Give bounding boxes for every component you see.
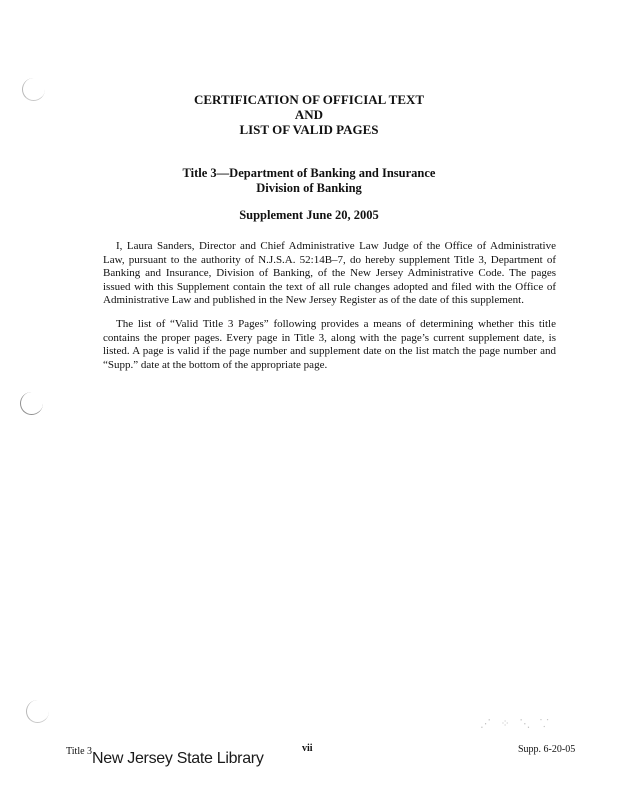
certification-title: [0, 92, 618, 137]
paragraph-1: I, Laura Sanders, Director and Chief Administrative Law Judge of the Office of Administrative Law, pursuant to the authority of N.J.S.A. 52:14B–7, do hereby supplement Title 3, Department of Banking and Insurance, Division of Banking, of the New Jersey Administrative Code. The pages issued with this Supplement contain the text of all rule changes adopted and filed with the Office of Administrative Law and published in the New Jersey Register as of the date of this supplement.: [103, 240, 556, 307]
page-number: vii: [302, 743, 313, 754]
subtitle-line-2: Division of Banking: [256, 181, 362, 195]
certification-paragraph: [103, 240, 556, 308]
scan-smudge: ⋰ ⁘ ⋱ ⸪: [480, 717, 552, 730]
subtitle-line-1: Title 3—Department of Banking and Insurance: [182, 166, 436, 180]
paragraph-2: The list of “Valid Title 3 Pages” following provides a means of determining whether this title contains the proper pages. Every page in Title 3, along with the page’s current supplement date, is listed. A page is valid if the page number and supplement date on the list match the page number and “Supp.” date at the bottom of the appropriate page.: [103, 318, 556, 371]
punch-hole-mark: [20, 392, 43, 415]
footer-title: Title 3: [66, 746, 93, 757]
title-line-2: AND: [294, 107, 324, 122]
department-subtitle: [0, 166, 618, 196]
supplement-date-heading: Supplement June 20, 2005: [239, 208, 379, 222]
title-line-1: CERTIFICATION OF OFFICIAL TEXT: [193, 92, 425, 107]
footer-supplement-date: Supp. 6-20-05: [518, 744, 576, 755]
punch-hole-mark: [26, 700, 49, 723]
library-stamp: New Jersey State Library: [92, 750, 264, 767]
valid-pages-paragraph: [103, 318, 556, 372]
title-line-3: LIST OF VALID PAGES: [239, 122, 379, 137]
punch-hole-mark: [22, 78, 45, 101]
